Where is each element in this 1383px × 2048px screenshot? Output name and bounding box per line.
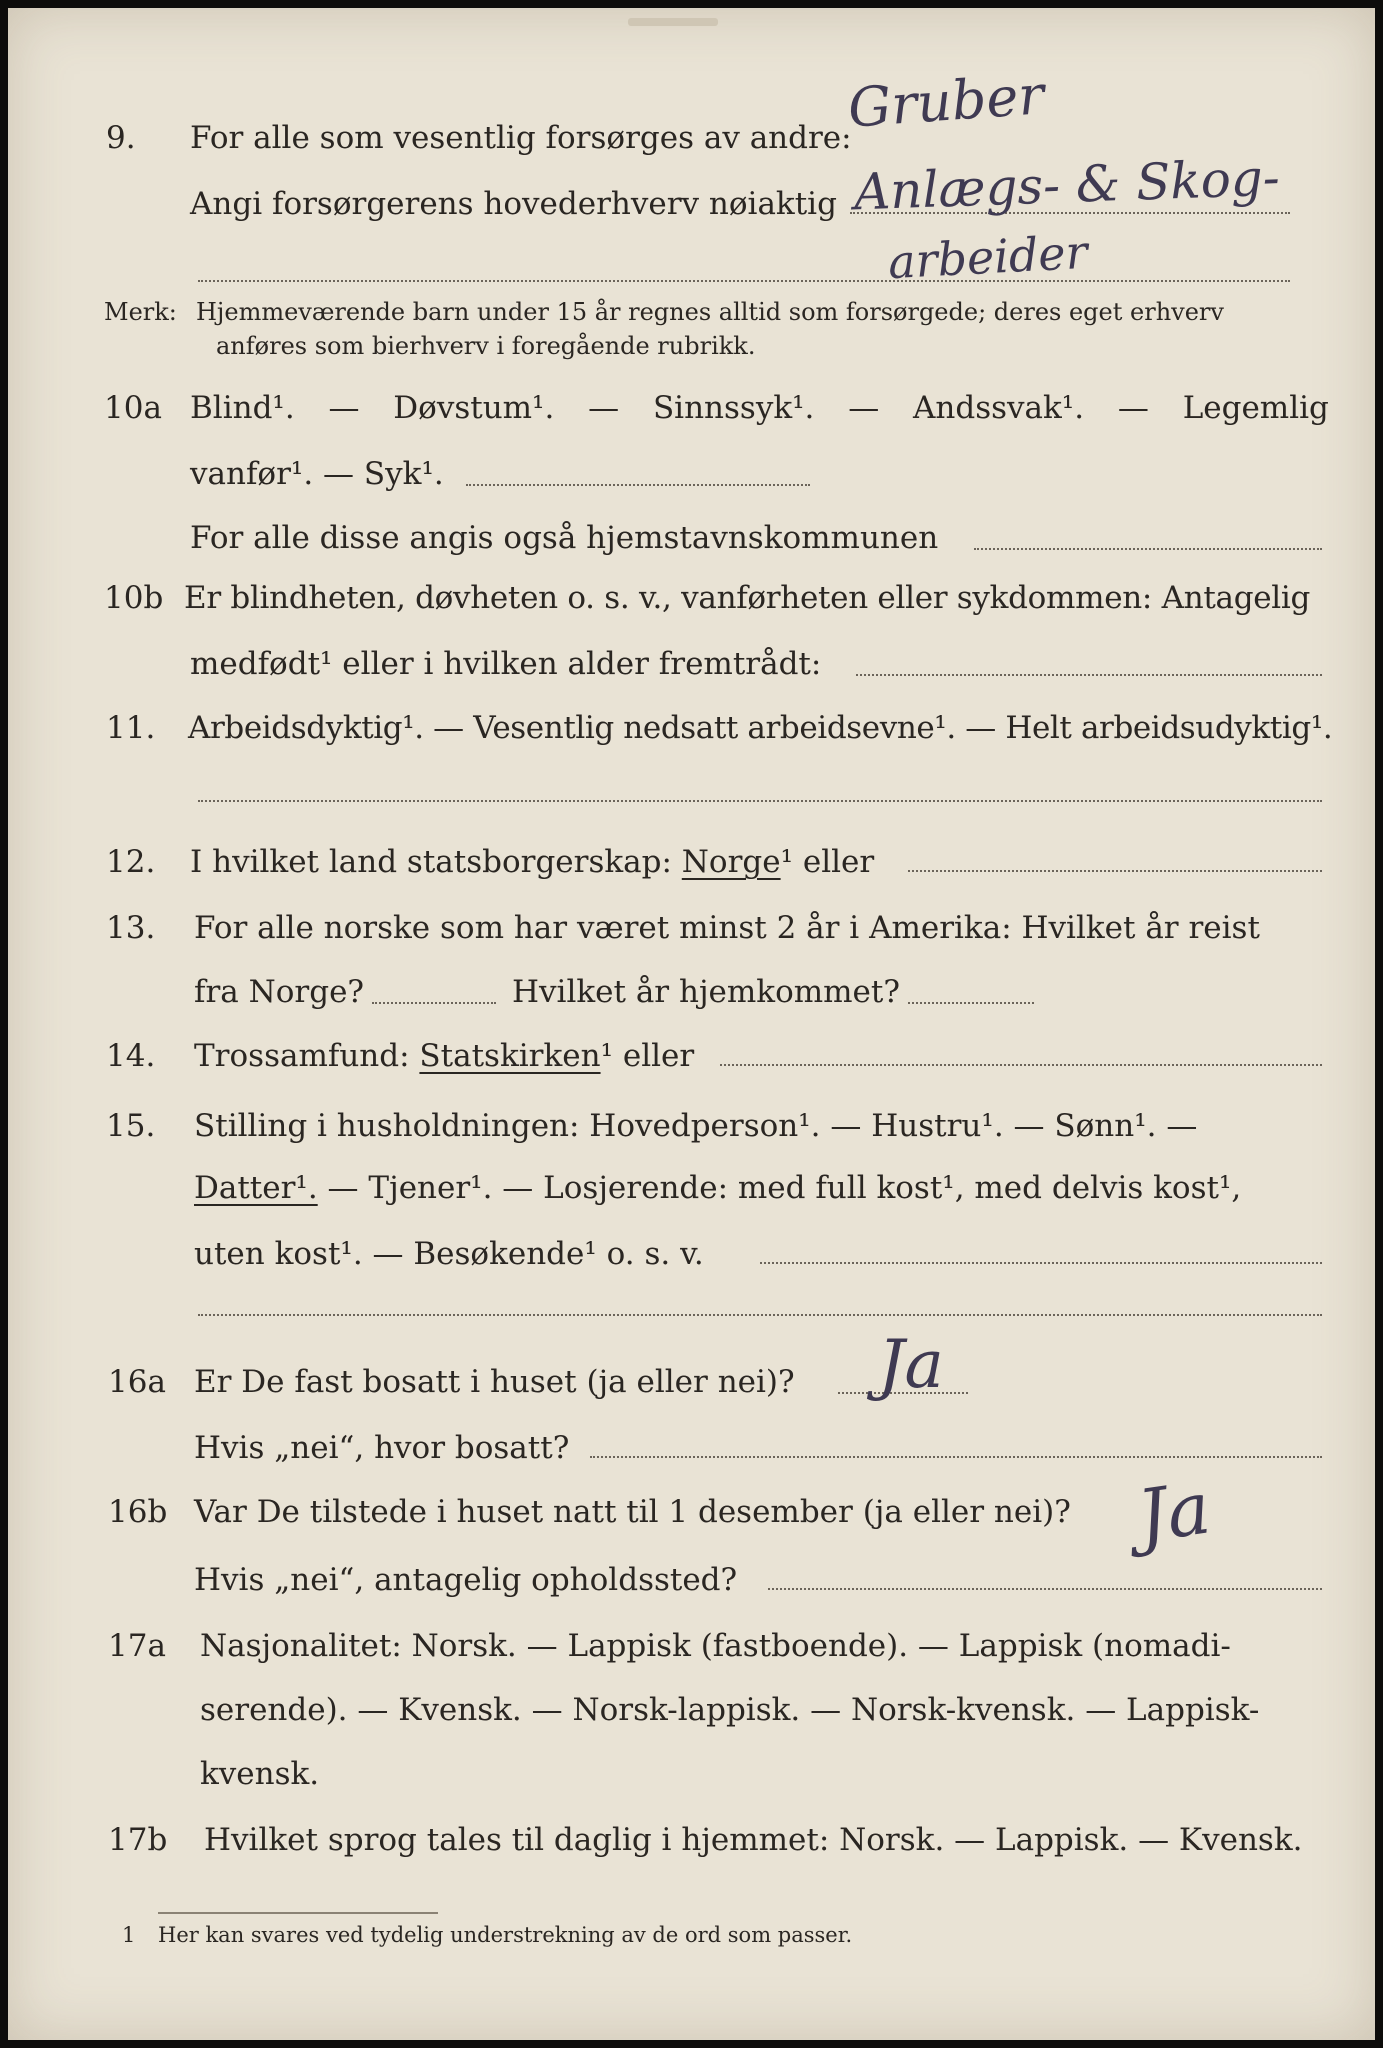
merk-text-1: Hjemmeværende barn under 15 år regnes alltid som forsørgede; deres eget erhverv (196, 298, 1224, 326)
q10a-hometown-prompt: For alle disse angis også hjemstavnskommunen (190, 520, 939, 556)
q10a-option-word: Døvstum¹. (393, 390, 555, 426)
q12-question (190, 842, 874, 882)
q16b-number: 16b (108, 1494, 168, 1530)
q9-question: For alle som vesentlig forsørges av andre: (190, 120, 852, 156)
q13-departure-prompt: fra Norge? (194, 974, 365, 1010)
q10b-row-2 (8, 644, 1375, 684)
q15-answer-line-2[interactable] (198, 1314, 1322, 1316)
q16a-followup: Hvis „nei“, hvor bosatt? (194, 1430, 570, 1466)
q17a-row-3 (8, 1754, 1375, 1794)
q16a-answer-handwritten: Ja (878, 1326, 944, 1403)
q15-options-line-2-rest: — Tjener¹. — Losjerende: med full kost¹, med delvis kost¹, (317, 1170, 1242, 1206)
q10a-options (190, 388, 1329, 428)
q10b-question: Er blindheten, døvheten o. s. v., vanførheten eller sykdommen: Antagelig (184, 580, 1311, 616)
q15-row-2 (8, 1168, 1375, 1208)
q16a-number: 16a (108, 1364, 166, 1400)
q16a-followup-line[interactable] (590, 1456, 1322, 1458)
footnote-text: Her kan svares ved tydelig understrekning av de ord som passer. (158, 1923, 853, 1947)
q11-number: 11. (106, 710, 156, 746)
q17b-row (8, 1820, 1375, 1860)
q10a-options-line-2: vanfør¹. — Syk¹. (190, 456, 444, 492)
q16a-row-2 (8, 1428, 1375, 1468)
q10a-row-3 (8, 518, 1375, 558)
q14-answer-line[interactable] (720, 1064, 1322, 1066)
q13-row-1 (8, 908, 1375, 948)
q14-row (8, 1036, 1375, 1076)
q15-options-line-2 (194, 1168, 1241, 1208)
merk-row-2 (8, 328, 1375, 364)
q16a-row-1 (8, 1362, 1375, 1402)
q12-question-text: I hvilket land statsborgerskap: (190, 844, 682, 880)
q10a-option-word: Blind¹. (190, 390, 295, 426)
q10a-hometown-line[interactable] (974, 548, 1322, 550)
q12-answer-line[interactable] (908, 870, 1322, 872)
q16b-answer-handwritten: Ja (1132, 1465, 1216, 1559)
q17a-row-1 (8, 1626, 1375, 1666)
q15-row-1 (8, 1106, 1375, 1146)
census-form-page (8, 8, 1375, 2040)
footnote-mark: 1 (122, 1923, 136, 1947)
q14-underlined-answer: Statskirken (419, 1038, 601, 1074)
q14-question-text: Trossamfund: (194, 1038, 420, 1074)
q10a-answer-line[interactable] (466, 484, 810, 486)
q10b-number: 10b (104, 580, 164, 616)
q13-return-prompt: Hvilket år hjemkommet? (512, 974, 900, 1010)
q10a-option-word: — (588, 390, 620, 426)
q9-number: 9. (106, 120, 136, 156)
q16a-question: Er De fast bosatt i huset (ja eller nei)? (194, 1364, 795, 1400)
q17a-row-2 (8, 1690, 1375, 1730)
merk-label: Merk: (104, 298, 177, 326)
q10a-option-word: Sinnssyk¹. (652, 390, 815, 426)
q15-underlined-answer: Datter¹. (194, 1170, 318, 1206)
merk-text-2: anføres som bierhverv i foregående rubrikk. (216, 332, 756, 360)
q16b-row-2 (8, 1560, 1375, 1600)
q14-question-suffix: ¹ eller (600, 1038, 695, 1074)
q9-answer-handwritten-1: Gruber (846, 63, 1047, 140)
q17b-number: 17b (108, 1822, 168, 1858)
q15-row-3 (8, 1234, 1375, 1274)
q17b-options: Hvilket sprog tales til daglig i hjemmet: Norsk. — Lappisk. — Kvensk. (204, 1822, 1303, 1858)
q13-number: 13. (106, 910, 156, 946)
q11-options: Arbeidsdyktig¹. — Vesentlig nedsatt arbeidsevne¹. — Helt arbeidsudyktig¹. (188, 710, 1333, 746)
q12-number: 12. (106, 844, 156, 880)
q13-question: For alle norske som har været minst 2 år i Amerika: Hvilket år reist (194, 910, 1260, 946)
page-tab-mark (628, 18, 718, 26)
q16b-followup: Hvis „nei“, antagelig opholdssted? (194, 1562, 738, 1598)
q13-departure-line[interactable] (372, 1002, 496, 1004)
q10a-row-2 (8, 454, 1375, 494)
q10a-option-word: — (328, 390, 360, 426)
q12-question-suffix: ¹ eller (780, 844, 875, 880)
q11-answer-line[interactable] (198, 800, 1322, 802)
q16b-question: Var De tilstede i huset natt til 1 desember (ja eller nei)? (194, 1494, 1071, 1530)
q10a-option-word: Legemlig (1182, 390, 1329, 426)
q13-row-2 (8, 972, 1375, 1012)
q17a-options-line-1: Nasjonalitet: Norsk. — Lappisk (fastboende). — Lappisk (nomadi- (200, 1628, 1231, 1664)
q10a-number: 10a (104, 390, 162, 426)
q15-number: 15. (106, 1108, 156, 1144)
q10a-option-word: — (1117, 390, 1149, 426)
q17a-options-line-3: kvensk. (200, 1756, 320, 1792)
footnote (122, 1920, 853, 1950)
q11-row (8, 708, 1375, 748)
q17a-number: 17a (108, 1628, 166, 1664)
q15-answer-line[interactable] (760, 1262, 1322, 1264)
q9-answer-line-2[interactable] (198, 280, 1290, 282)
q10a-option-word: — (848, 390, 880, 426)
merk-row-1 (8, 294, 1375, 330)
q9-answer-handwritten-2: Anlægs- & Skog- (853, 148, 1281, 222)
q15-options-line-1: Stilling i husholdningen: Hovedperson¹. — Hustru¹. — Sønn¹. — (194, 1108, 1198, 1144)
q13-return-line[interactable] (908, 1002, 1034, 1004)
q17a-options-line-2: serende). — Kvensk. — Norsk-lappisk. — Norsk-kvensk. — Lappisk- (200, 1692, 1260, 1728)
q10b-question-line-2: medfødt¹ eller i hvilken alder fremtrådt: (190, 646, 822, 682)
q9-answer-handwritten-3: arbeider (886, 224, 1089, 290)
q12-row (8, 842, 1375, 882)
q14-question (194, 1036, 694, 1076)
q16b-followup-line[interactable] (768, 1588, 1322, 1590)
q12-underlined-answer: Norge (681, 844, 781, 880)
footnote-rule (158, 1912, 438, 1914)
q10b-answer-line[interactable] (856, 674, 1322, 676)
q10a-row-1 (8, 388, 1375, 428)
q10a-option-word: Andssvak¹. (913, 390, 1085, 426)
q9-question-line-2: Angi forsørgerens hovederhverv nøiaktig (190, 186, 837, 222)
q10b-row-1 (8, 578, 1375, 618)
q14-number: 14. (106, 1038, 156, 1074)
q15-options-line-3: uten kost¹. — Besøkende¹ o. s. v. (194, 1236, 704, 1272)
